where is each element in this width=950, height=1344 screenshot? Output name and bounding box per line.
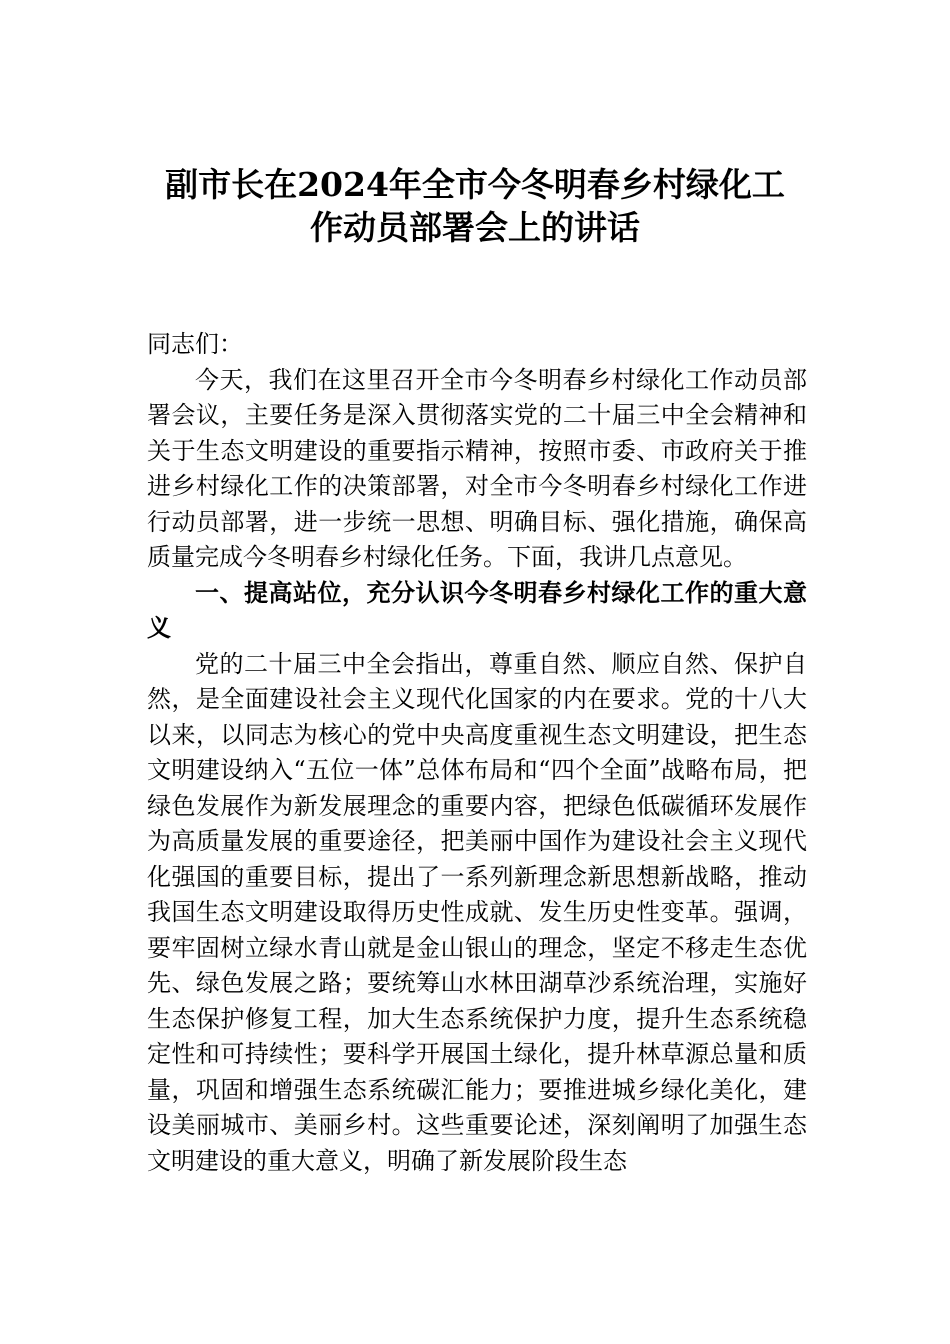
- paragraph-section-1: 党的二十届三中全会指出，尊重自然、顺应自然、保护自然，是全面建设社会主义现代化国家的内在要求。党的十八大以来，以同志为核心的党中央高度重视生态文明建设，把生态文明建设纳入“五位一体”总体布局和“四个全面”战略布局，把绿色发展作为新发展理念的重要内容，把绿色低碳循环发展作为高质量发展的重要途径，把美丽中国作为建设社会主义现代化强国的重要目标，提出了一系列新理念新思想新战略，推动我国生态文明建设取得历史性成就、发生历史性变革。强调，要牢固树立绿水青山就是金山银山的理念，坚定不移走生态优先、绿色发展之路；要统筹山水林田湖草沙系统治理，实施好生态保护修复工程，加大生态系统保护力度，提升生态系统稳定性和可持续性；要科学开展国土绿化，提升林草源总量和质量，巩固和增强生态系统碳汇能力；要推进城乡绿化美化，建设美丽城市、美丽乡村。这些重要论述，深刻阐明了加强生态文明建设的重大意义，明确了新发展阶段生态: [147, 649, 807, 1175]
- document-title-line-2: 作动员部署会上的讲话: [310, 208, 640, 247]
- paragraph-intro: 今天，我们在这里召开全市今冬明春乡村绿化工作动员部署会议，主要任务是深入贯彻落实党的二十届三中全会精神和关于生态文明建设的重要指示精神，按照市委、市政府关于推进乡村绿化工作的决策部署，对全市今冬明春乡村绿化工作进行动员部署，进一步统一思想、明确目标、强化措施，确保高质量完成今冬明春乡村绿化任务。下面，我讲几点意见。: [147, 365, 807, 571]
- document-title-line-1: 副市长在2024年全市今冬明春乡村绿化工: [165, 165, 785, 204]
- salutation: 同志们：: [147, 330, 243, 358]
- document-body: [147, 327, 807, 1179]
- section-heading-1: 一、提高站位，充分认识今冬明春乡村绿化工作的重大意义: [147, 578, 807, 642]
